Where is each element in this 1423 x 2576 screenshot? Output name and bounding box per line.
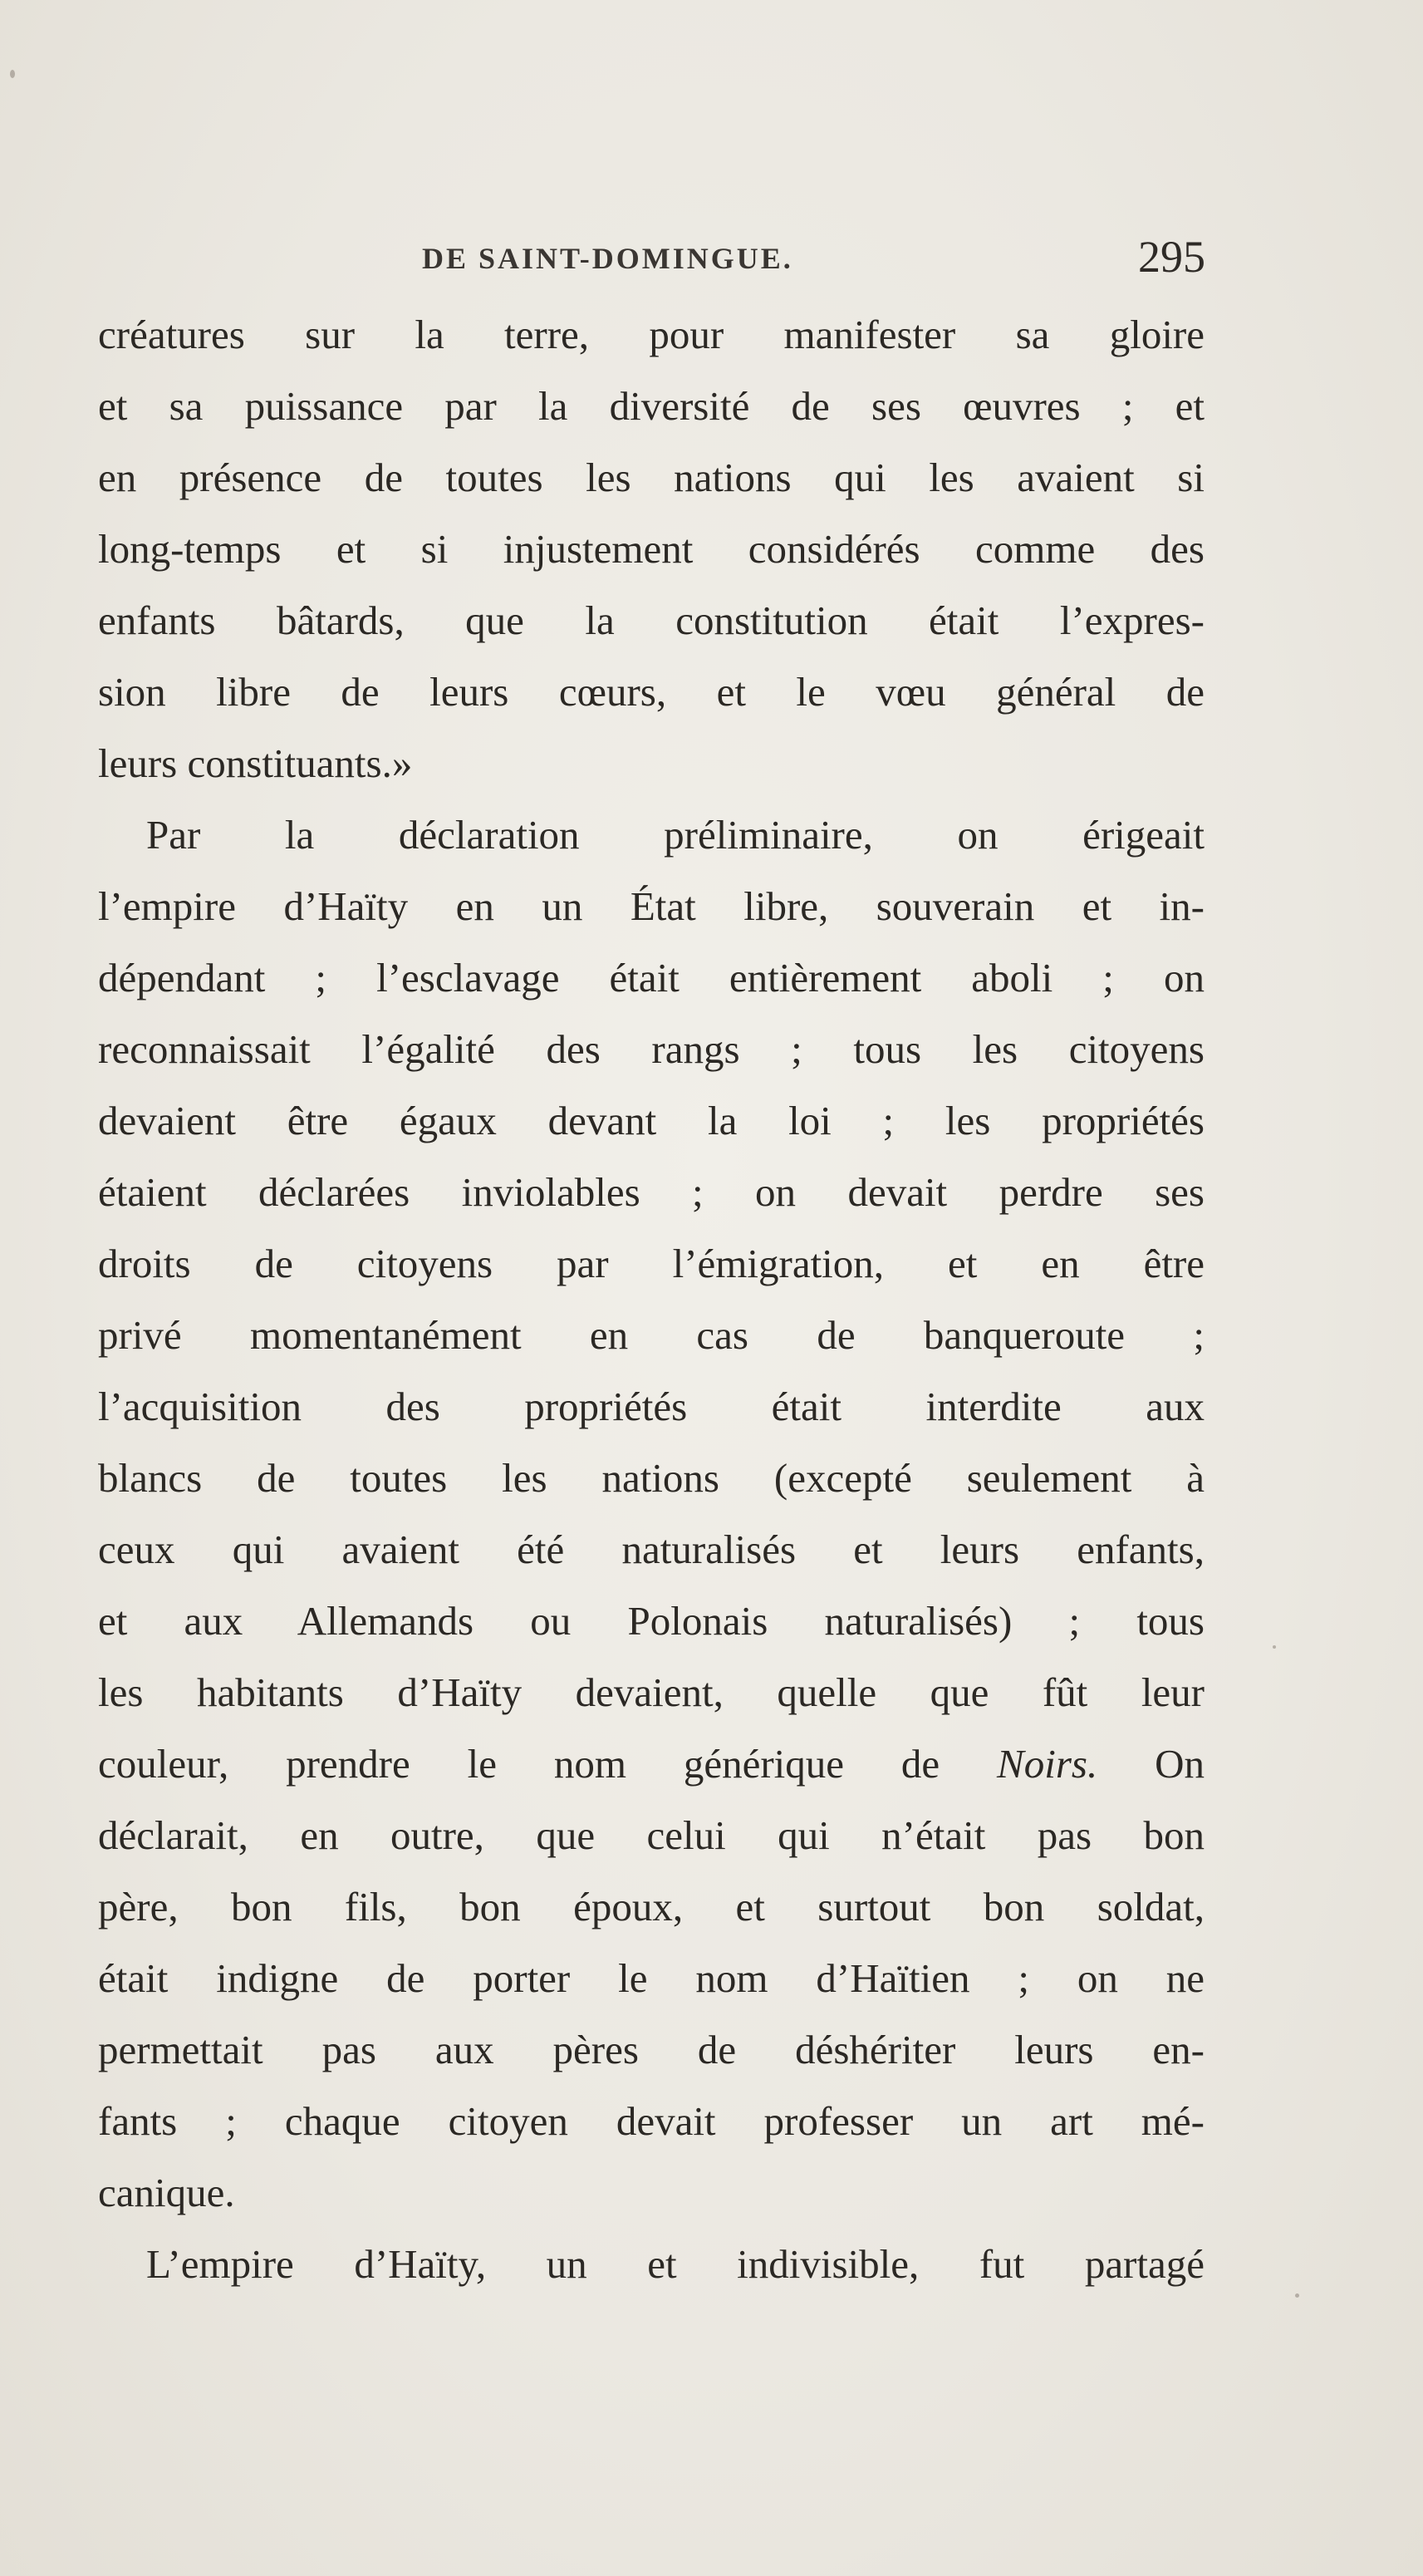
text-line: créatures sur la terre, pour manifester sa gloire [98,312,1205,357]
text-line: les habitants d’Haïty devaient, quelle que fût leur [98,1669,1205,1715]
text-run: On [1097,1741,1205,1787]
text-line: et sa puissance par la diversité de ses œuvres ; et [98,383,1205,429]
running-title: DE SAINT-DOMINGUE. [422,242,793,275]
text-line [98,1728,1205,1800]
paragraph [98,2229,1205,2300]
text-line: sion libre de leurs cœurs, et le vœu général de [98,669,1205,715]
text-line: blancs de toutes les nations (excepté seulement à [98,1455,1205,1501]
text-line: reconnaissait l’égalité des rangs ; tous les citoyens [98,1026,1205,1072]
text-line: étaient déclarées inviolables ; on devait perdre ses [98,1169,1205,1215]
body-text [98,299,1205,2300]
text-line: l’empire d’Haïty en un État libre, souverain et in- [98,883,1205,929]
paper-speck [1273,1645,1276,1649]
text-line: enfants bâtards, que la constitution était l’expres- [98,597,1205,643]
text-line: long-temps et si injustement considérés comme des [98,526,1205,572]
paragraph [98,799,1205,2229]
text-line: et aux Allemands ou Polonais naturalisés) ; tous [98,1598,1205,1644]
text-line: L’empire d’Haïty, un et indivisible, fut partagé [146,2241,1205,2287]
text-line: privé momentanément en cas de banqueroute ; [98,1312,1205,1358]
paragraph [98,299,1205,799]
text-line: devaient être égaux devant la loi ; les propriétés [98,1098,1205,1143]
italic-term: Noirs. [997,1741,1098,1787]
paper-speck [10,70,15,78]
text-line: en présence de toutes les nations qui les avaient si [98,455,1205,500]
page-number: 295 [1138,232,1205,282]
text-line: canique. [98,2170,235,2215]
text-line: déclarait, en outre, que celui qui n’était pas bon [98,1812,1205,1858]
running-head [100,231,1205,281]
text-line: permettait pas aux pères de déshériter leurs en- [98,2027,1205,2072]
text-line: dépendant ; l’esclavage était entièrement aboli ; on [98,955,1205,1000]
paper-speck [1295,2293,1299,2298]
text-line: leurs constituants.» [98,740,413,786]
text-line: Par la déclaration préliminaire, on érigeait [146,812,1205,858]
text-line: l’acquisition des propriétés était interdite aux [98,1384,1205,1429]
text-line: fants ; chaque citoyen devait professer un art mé- [98,2098,1205,2144]
text-line: était indigne de porter le nom d’Haïtien ; on ne [98,1955,1205,2001]
text-line: ceux qui avaient été naturalisés et leurs enfants, [98,1526,1205,1572]
text-line: père, bon fils, bon époux, et surtout bon soldat, [98,1884,1205,1930]
text-run: couleur, prendre le nom générique de [98,1741,998,1787]
text-line: droits de citoyens par l’émigration, et en être [98,1241,1205,1286]
